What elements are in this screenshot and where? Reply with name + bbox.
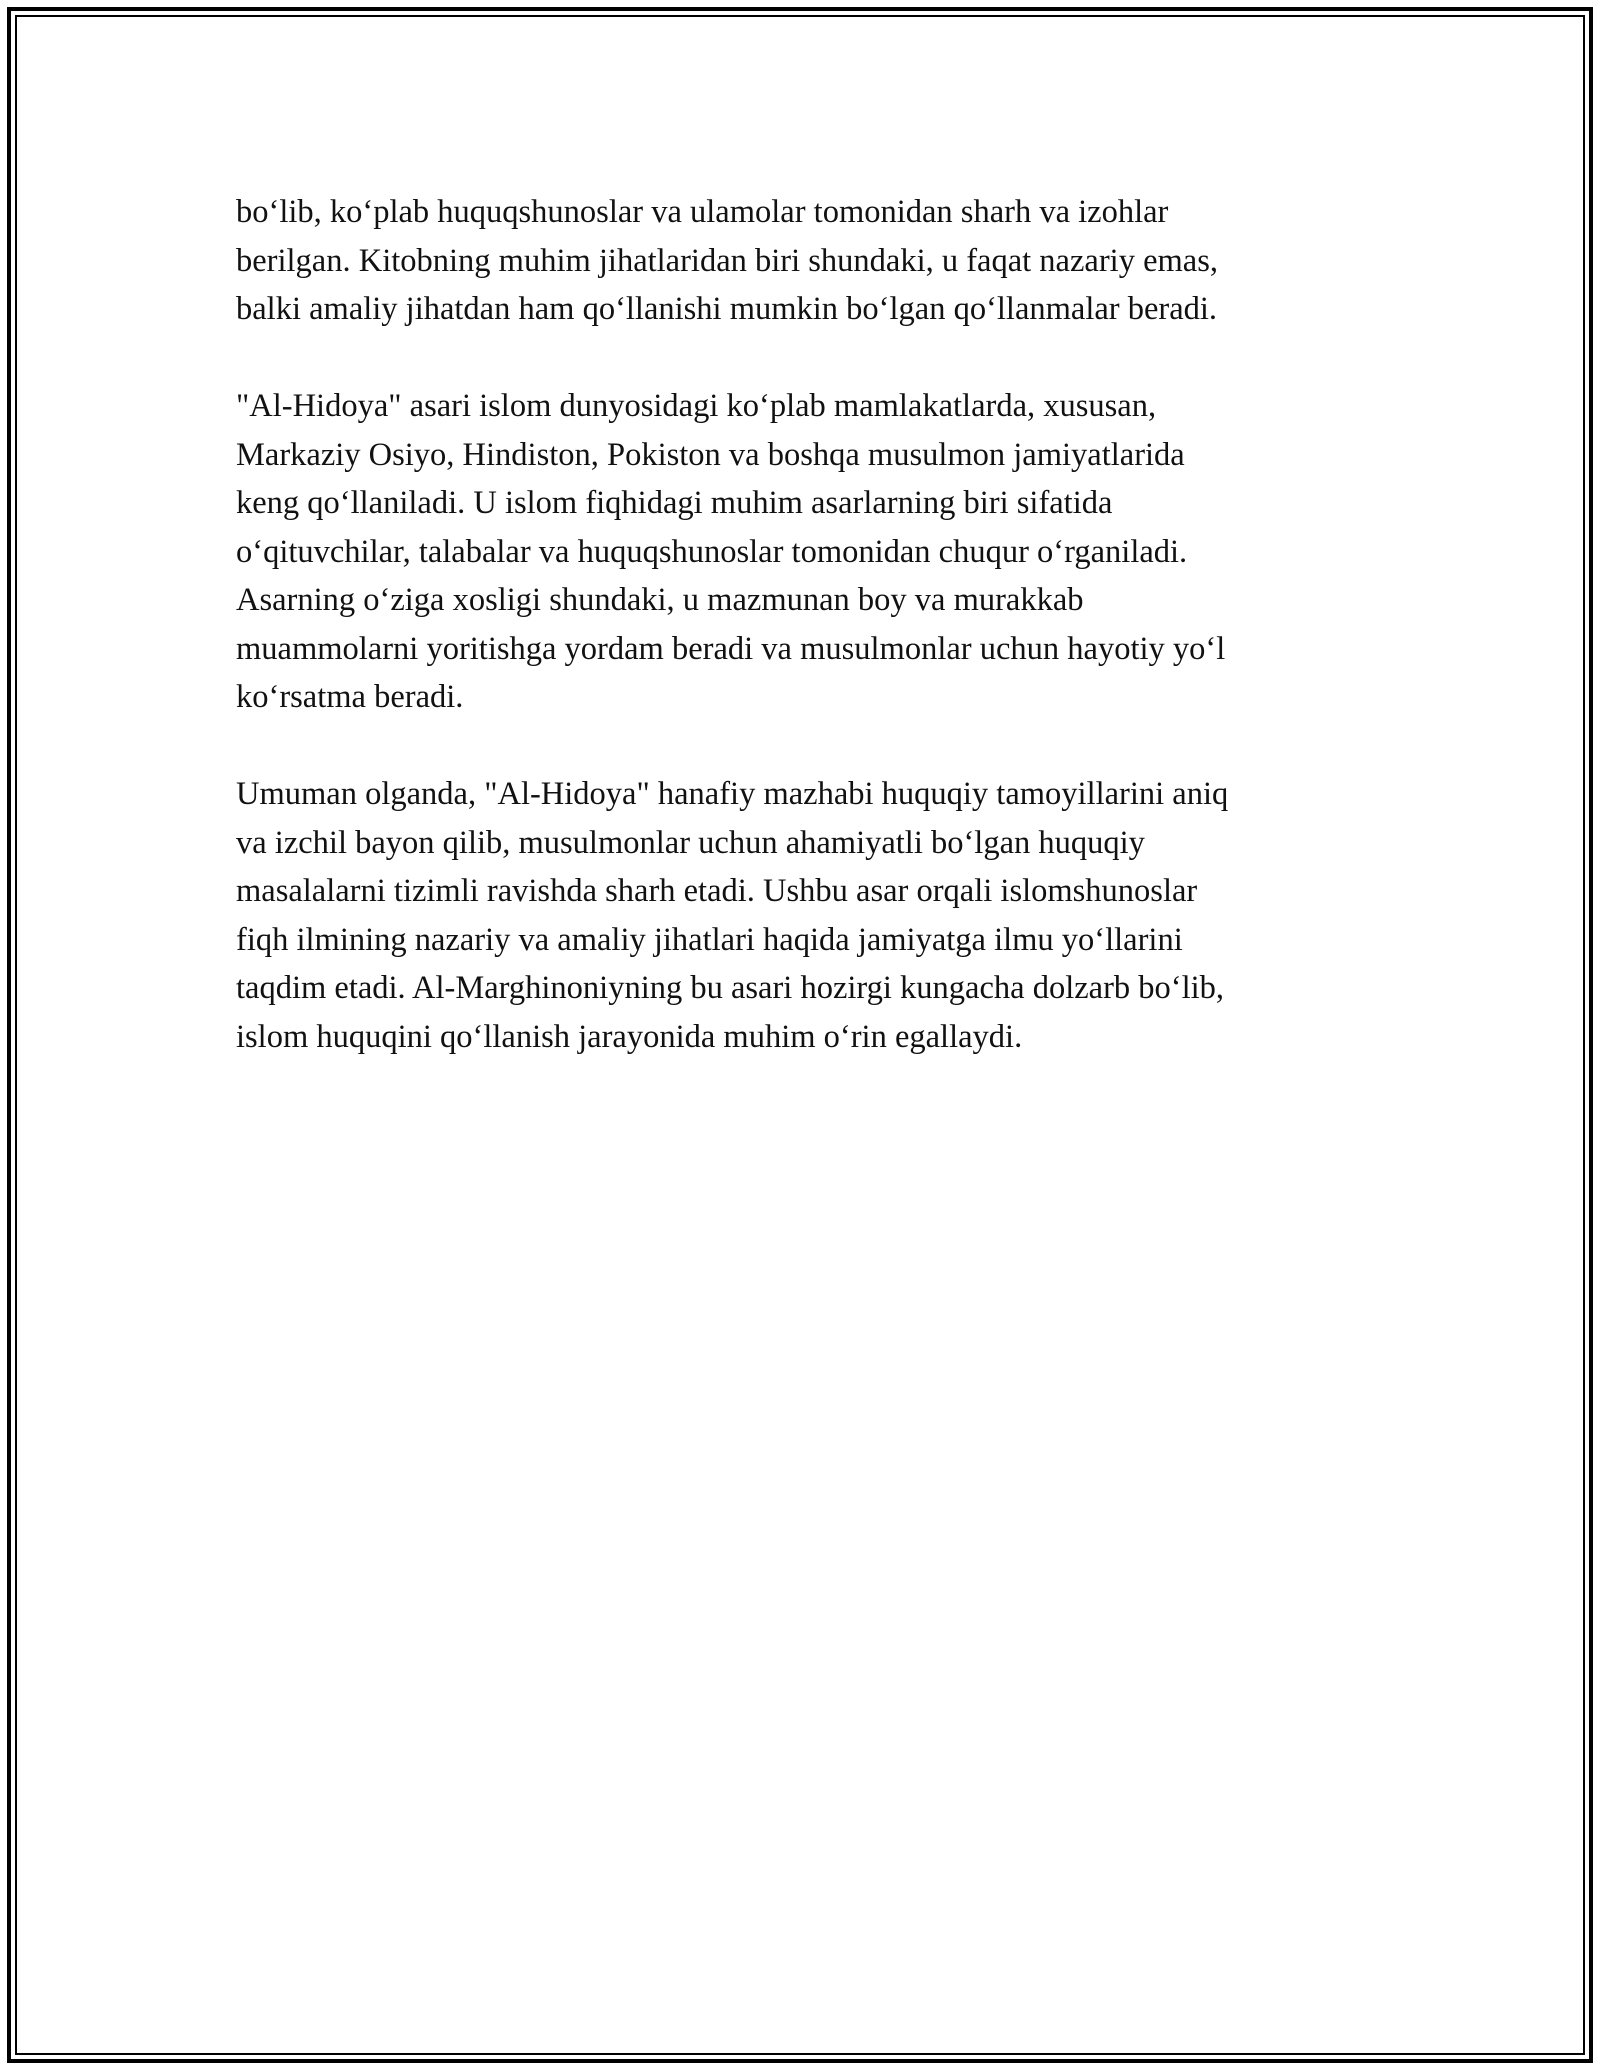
text-line: taqdim etadi. Al-Marghinoniyning bu asari hozirgi kungacha dolzarb bo‘lib, [236,970,1225,1006]
text-line: va izchil bayon qilib, musulmonlar uchun ahamiyatli bo‘lgan huquqiy [236,824,1145,861]
text-line: balki amaliy jihatdan ham qo‘llanishi mumkin bo‘lgan qo‘llanmalar beradi. [236,291,1218,327]
text-line: Asarning o‘ziga xosligi shundaki, u mazmunan boy va murakkab [236,582,1084,618]
document-body [236,188,1366,1110]
text-line: islom huquqini qo‘llanish jarayonida muhim o‘rin egallaydi. [236,1018,1023,1055]
text-line: fiqh ilmining nazariy va amaliy jihatlari haqida jamiyatga ilmu yo‘llarini [236,921,1183,958]
paragraph-2 [236,382,1366,722]
paragraph-3 [236,770,1366,1061]
text-line: Umuman olganda, "Al-Hidoya" hanafiy mazhabi huquqiy tamoyillarini aniq [236,776,1229,812]
text-line: ko‘rsatma beradi. [236,679,464,715]
text-line: bo‘lib, ko‘plab huquqshunoslar va ulamolar tomonidan sharh va izohlar [236,194,1169,230]
text-line: berilgan. Kitobning muhim jihatlaridan biri shundaki, u faqat nazariy emas, [236,242,1218,279]
text-line: masalalarni tizimli ravishda sharh etadi. Ushbu asar orqali islomshunoslar [236,873,1198,909]
paragraph-1 [236,188,1366,334]
text-line: keng qo‘llaniladi. U islom fiqhidagi muhim asarlarning biri sifatida [236,485,1113,521]
text-line: muammolarni yoritishga yordam beradi va musulmonlar uchun hayotiy yo‘l [236,630,1226,667]
text-line: Markaziy Osiyo, Hindiston, Pokiston va boshqa musulmon jamiyatlarida [236,436,1185,473]
text-line: o‘qituvchilar, talabalar va huquqshunoslar tomonidan chuqur o‘rganiladi. [236,533,1188,570]
text-line: "Al-Hidoya" asari islom dunyosidagi ko‘plab mamlakatlarda, xususan, [236,388,1157,424]
